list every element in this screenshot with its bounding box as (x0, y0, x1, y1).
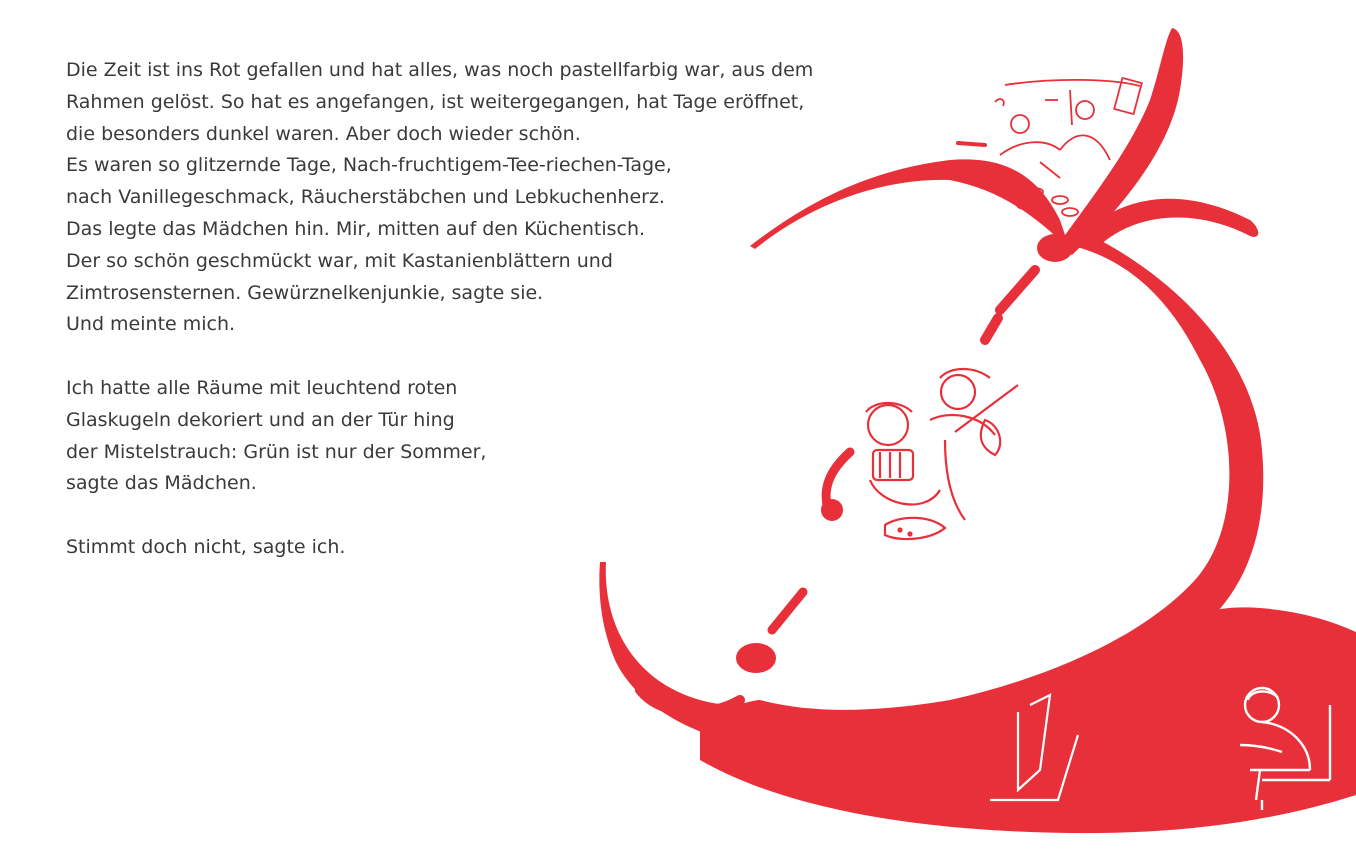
story-line: der Mistelstrauch: Grün ist nur der Sommer, (66, 440, 487, 463)
story-line: Der so schön geschmückt war, mit Kastanienblättern und (66, 249, 613, 272)
story-paragraph-1 (66, 55, 926, 341)
paragraph-gap (66, 500, 926, 532)
story-line: Und meinte mich. (66, 313, 236, 336)
story-line: Stimmt doch nicht, sagte ich. (66, 535, 346, 558)
paragraph-gap (66, 341, 926, 373)
story-line: Rahmen gelöst. So hat es angefangen, ist weitergegangen, hat Tage eröffnet, (66, 90, 805, 113)
story-line: die besonders dunkel waren. Aber doch wieder schön. (66, 122, 581, 145)
story-line: nach Vanillegeschmack, Räucherstäbchen und Lebkuchenherz. (66, 186, 665, 209)
story-line: Zimtrosensternen. Gewürznelkenjunkie, sagte sie. (66, 281, 544, 304)
story-line: Ich hatte alle Räume mit leuchtend roten (66, 376, 458, 399)
story-line: Glaskugeln dekoriert und an der Tür hing (66, 408, 455, 431)
story-line: Das legte das Mädchen hin. Mir, mitten auf den Küchentisch. (66, 217, 646, 240)
story-text (66, 55, 926, 564)
story-paragraph-3 (66, 532, 926, 564)
story-line: Die Zeit ist ins Rot gefallen und hat alles, was noch pastellfarbig war, aus dem (66, 59, 814, 81)
story-line: sagte das Mädchen. (66, 472, 257, 495)
story-line: Es waren so glitzernde Tage, Nach-fruchtigem-Tee-riechen-Tage, (66, 154, 672, 177)
story-paragraph-2 (66, 373, 926, 500)
